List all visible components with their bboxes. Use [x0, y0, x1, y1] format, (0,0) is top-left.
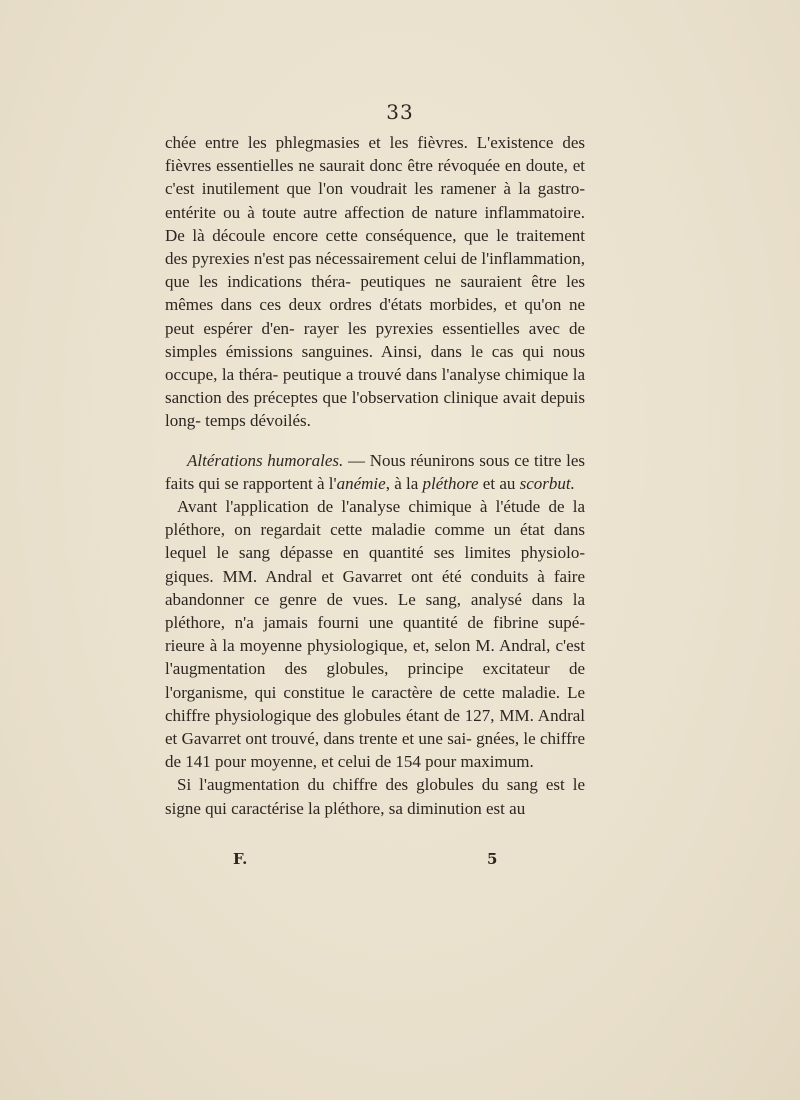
body-text — [165, 131, 585, 820]
paragraph-2-text-a: — Nous réunirons sous ce titre les faits qui se rapportent à l' — [165, 450, 585, 493]
page-number: 33 — [386, 100, 414, 124]
paragraph-1: chée entre les phlegmasies et les fièvres. L'existence des fièvres essentielles ne saurait donc être révoquée en doute, et c'est inutilement que l'on voudrait les ramener à la gastro-entérite ou à toute autre affection de nature inflammatoire. De là découle encore cette conséquence, que le traitement des pyrexies n'est pas nécessairement celui de l'inflammation, que les indications théra- peutiques ne sauraient être les mêmes dans ces deux ordres d'états morbides, et qu'on ne peut espérer d'en- rayer les pyrexies essentielles avec de simples émissions sanguines. Ainsi, dans le cas qui nous occupe, la théra- peutique a trouvé dans l'analyse chimique la sanction des préceptes que l'observation clinique avait depuis long- temps dévoilés. — [165, 133, 585, 431]
signature-mark: F. — [233, 850, 248, 868]
page-footer — [0, 850, 800, 874]
term-scorbut: scorbut. — [519, 473, 575, 493]
paragraph-4: Si l'augmentation du chiffre des globules du sang est le signe qui caractérise la pléthore, sa diminution est au — [165, 775, 585, 818]
paragraph-3: Avant l'application de l'analyse chimique à l'étude de la pléthore, on regardait cette maladie comme un état dans lequel le sang dépasse en quantité ses limites physiolo- giques. MM. Andral et Gavarret ont été conduits à faire abandonner ce genre de vues. Le sang, analysé dans la pléthore, n'a jamais fourni une quantité de fibrine supé- rieure à la moyenne physiologique, et, selon M. Andral, c'est l'augmentation des globules, principe excitateur de l'organisme, qui constitue le caractère de cette maladie. Le chiffre physiologique des globules étant de 127, MM. Andral et Gavarret ont trouvé, dans trente et une sai- gnées, le chiffre de 141 pour moyenne, et celui de 154 pour maximum. — [165, 497, 585, 772]
section-heading: Altérations humorales. — [187, 450, 344, 470]
leaf-number: 5 — [487, 850, 498, 868]
term-anemie: anémie — [336, 473, 386, 493]
paragraph-2-text-c: et au — [478, 473, 520, 493]
term-plethore: pléthore — [422, 473, 479, 493]
paragraph-2 — [165, 449, 585, 495]
paragraph-2-text-b: , à la — [385, 473, 423, 493]
